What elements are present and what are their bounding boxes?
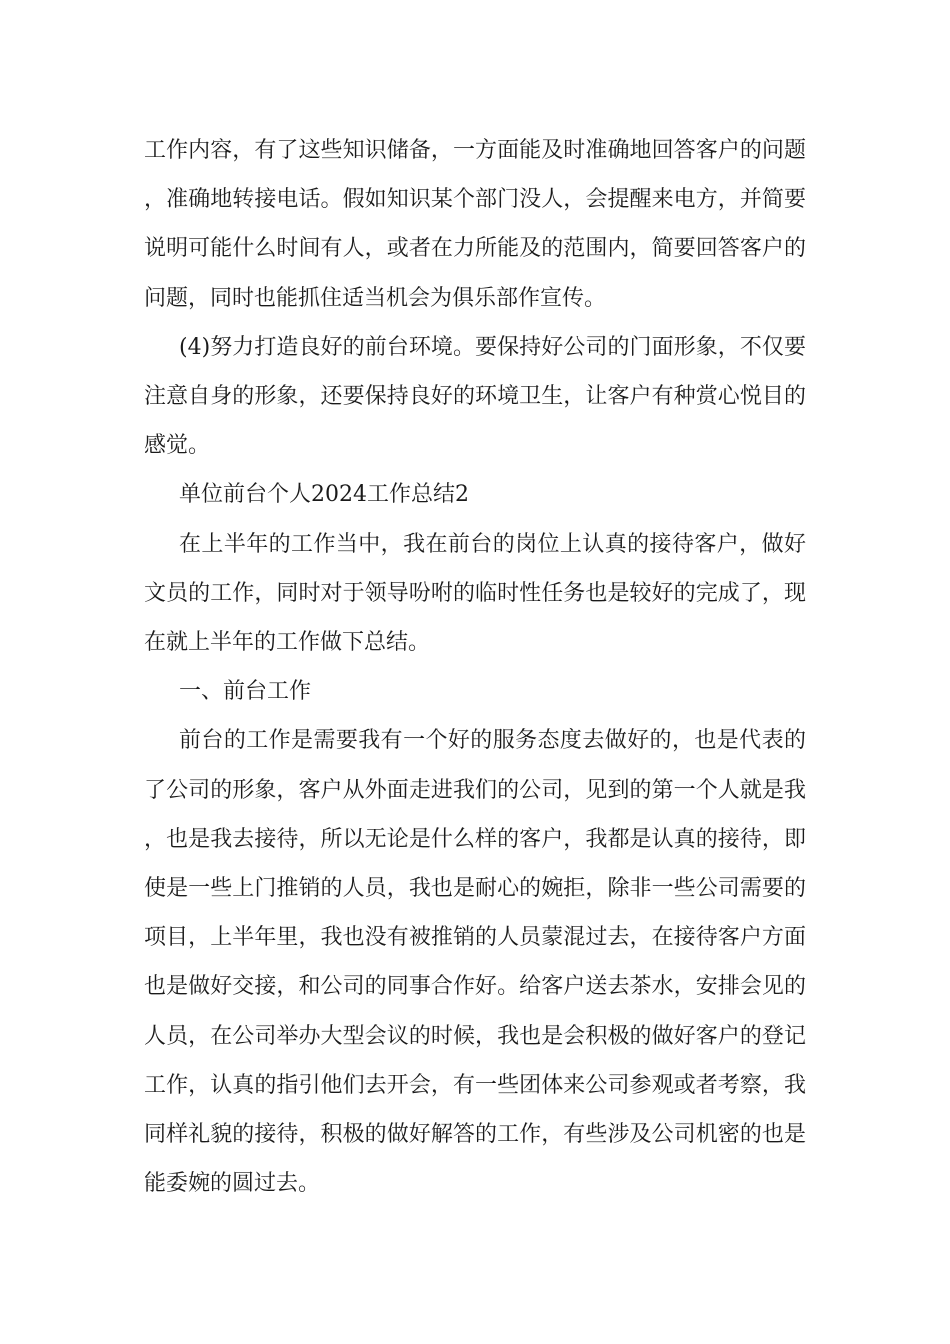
paragraph-knowledge: 工作内容，有了这些知识储备，一方面能及时准确地回答客户的问题，准确地转接电话。假如知识某个部门没人，会提醒来电方，并简要说明可能什么时间有人，或者在力所能及的范围内，简要回答客户的问题，同时也能抓住适当机会为俱乐部作宣传。 bbox=[144, 138, 806, 311]
section-title-summary-2: 单位前台个人2024工作总结2 bbox=[179, 482, 469, 508]
paragraph-front-desk-work: 前台的工作是需要我有一个好的服务态度去做好的，也是代表的了公司的形象，客户从外面走进我们的公司，见到的第一个人就是我，也是我去接待，所以无论是什么样的客户，我都是认真的接待，即使是一些上门推销的人员，我也是耐心的婉拒，除非一些公司需要的项目，上半年里，我也没有被推销的人员蒙混过去，在接待客户方面也是做好交接，和公司的同事合作好。给客户送去茶水，安排会见的人员，在公司举办大型会议的时候，我也是会积极的做好客户的登记工作，认真的指引他们去开会，有一些团体来公司参观或者考察，我同样礼貌的接待，积极的做好解答的工作，有些涉及公司机密的也是能委婉的圆过去。 bbox=[144, 728, 806, 1197]
section-heading-front-desk-work: 一、前台工作 bbox=[179, 679, 312, 705]
paragraph-front-desk-environment: (4)努力打造良好的前台环境。要保持好公司的门面形象，不仅要注意自身的形象，还要保持良好的环境卫生，让客户有种赏心悦目的感觉。 bbox=[144, 334, 806, 459]
paragraph-half-year-intro: 在上半年的工作当中，我在前台的岗位上认真的接待客户，做好文员的工作，同时对于领导吩咐的临时性任务也是较好的完成了，现在就上半年的工作做下总结。 bbox=[144, 531, 806, 656]
document-body bbox=[144, 126, 806, 1208]
